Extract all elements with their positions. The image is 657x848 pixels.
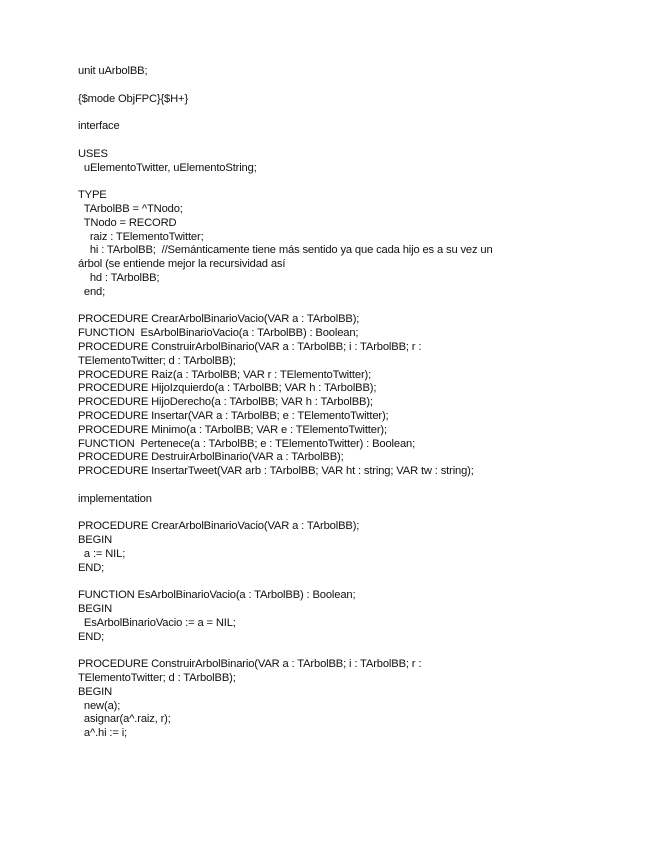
code-line: TArbolBB = ^TNodo; — [78, 202, 183, 215]
code-line: TElementoTwitter; d : TArbolBB); — [78, 354, 236, 367]
code-line: TElementoTwitter; d : TArbolBB); — [78, 672, 236, 685]
code-line: hi : TArbolBB; //Semánticamente tiene más sentido ya que cada hijo es a su vez un — [78, 244, 493, 257]
code-line: unit uArbolBB; — [78, 65, 148, 77]
code-line: raiz : TElementoTwitter; — [78, 230, 204, 243]
blank-line — [78, 134, 578, 148]
code-line: PROCEDURE HijoDerecho(a : TArbolBB; VAR h : TArbolBB); — [78, 396, 373, 409]
code-line: BEGIN — [78, 685, 113, 698]
code-line: FUNCTION EsArbolBinarioVacio(a : TArbolBB) : Boolean; — [78, 589, 356, 602]
code-line: PROCEDURE CrearArbolBinarioVacio(VAR a : TArbolBB); — [78, 313, 360, 326]
blank-line — [78, 106, 578, 120]
code-line: implementation — [78, 492, 152, 505]
code-line: END; — [78, 630, 105, 643]
code-line: a^.hi := i; — [78, 727, 128, 740]
code-line: PROCEDURE CrearArbolBinarioVacio(VAR a : TArbolBB); — [78, 520, 360, 533]
code-line: USES — [78, 147, 108, 160]
code-line: interface — [78, 120, 120, 133]
blank-line — [78, 479, 578, 493]
blank-line — [78, 300, 578, 314]
code-line: a := NIL; — [78, 547, 126, 560]
code-line: árbol (se entiende mejor la recursividad así — [78, 258, 286, 271]
code-line: BEGIN — [78, 603, 113, 616]
code-line: EsArbolBinarioVacio := a = NIL; — [78, 616, 236, 629]
code-line: FUNCTION Pertenece(a : TArbolBB; e : TElementoTwitter) : Boolean; — [78, 437, 416, 450]
code-line: uElementoTwitter, uElementoString; — [78, 161, 257, 174]
code-line: TNodo = RECORD — [78, 216, 177, 229]
blank-line — [78, 79, 578, 93]
code-line: END; — [78, 561, 105, 574]
code-line: PROCEDURE Raiz(a : TArbolBB; VAR r : TElementoTwitter); — [78, 368, 372, 381]
code-line: hd : TArbolBB; — [78, 271, 160, 284]
code-line: {$mode ObjFPC}{$H+} — [78, 92, 189, 105]
blank-line — [78, 575, 578, 589]
code-line: PROCEDURE ConstruirArbolBinario(VAR a : TArbolBB; i : TArbolBB; r : — [78, 658, 422, 671]
code-line: new(a); — [78, 699, 121, 712]
code-line: PROCEDURE DestruirArbolBinario(VAR a : TArbolBB); — [78, 451, 344, 464]
blank-line — [78, 175, 578, 189]
code-line: PROCEDURE ConstruirArbolBinario(VAR a : TArbolBB; i : TArbolBB; r : — [78, 340, 422, 353]
code-line: PROCEDURE HijoIzquierdo(a : TArbolBB; VAR h : TArbolBB); — [78, 382, 377, 395]
code-line: end; — [78, 285, 106, 298]
blank-line — [78, 507, 578, 521]
code-line: asignar(a^.raiz, r); — [78, 713, 171, 726]
code-listing — [78, 65, 578, 741]
code-line: PROCEDURE InsertarTweet(VAR arb : TArbolBB; VAR ht : string; VAR tw : string); — [78, 465, 474, 478]
code-line: BEGIN — [78, 534, 113, 547]
blank-line — [78, 644, 578, 658]
code-line: TYPE — [78, 189, 107, 202]
code-line: PROCEDURE Minimo(a : TArbolBB; VAR e : TElementoTwitter); — [78, 423, 387, 436]
code-line: PROCEDURE Insertar(VAR a : TArbolBB; e : TElementoTwitter); — [78, 409, 389, 422]
code-line: FUNCTION EsArbolBinarioVacio(a : TArbolBB) : Boolean; — [78, 327, 359, 340]
